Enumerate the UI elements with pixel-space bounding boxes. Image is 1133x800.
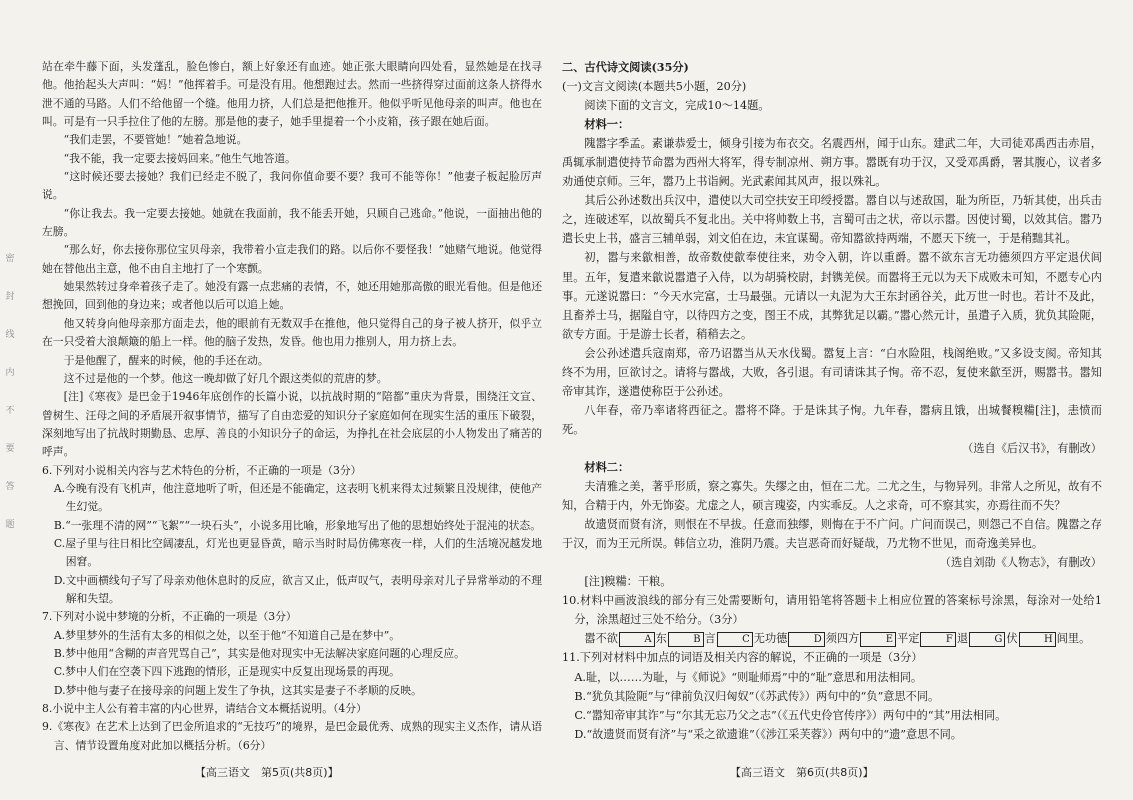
binding-char: 密 [5,254,15,264]
binding-char: 内 [5,368,15,378]
question-7-option-d[interactable]: D.梦中他与妻子在接母亲的问题上发生了争执，这其实是妻子不孝顺的反映。 [53,683,422,697]
sentence-segment: 无功德 [753,632,788,646]
sentence-segment: 言 [704,632,716,646]
question-7-option-b[interactable]: B.梦中他用“含糊的声音咒骂自己”，其实是他对现实中无法解决家庭问题的心理反应。 [53,647,465,660]
page-footer-right: 【高三语文 第6页(共8页)】 [730,766,874,779]
material-1-paragraph: 八年春，帝乃率诸将西征之。嚣将不降。于是诛其子恂。九年春，嚣病且饿，出城餐糗糒[注]，恚愤而死。 [562,403,1102,436]
question-9: 9.《寒夜》在艺术上达到了巴金所追求的“无技巧”的境界，是巴金最优秀、成熟的现实主义杰作，请从语言、情节设置角度对此加以概括分析。（6分） [42,720,542,752]
question-10-stem: 10.材料中画波浪线的部分有三处需要断句，请用铅笔将答题卡上相应位置的答案标号涂黑，每涂对一处给1分，涂黑超过三处不给分。（3分） [562,594,1102,627]
glossary-note: [注]糗糒：干粮。 [584,575,672,589]
binding-char: 要 [5,444,15,454]
page-footer-left: 【高三语文 第5页(共8页)】 [195,766,339,779]
answer-box-f[interactable]: F [920,632,955,647]
story-paragraph: 于是他醒了，醒来的时候，他的手还在动。 [63,353,269,367]
question-11-option-d[interactable]: D.“故遗贤而贤有济”与“采之欲遗谁”（《涉江采芙蓉》）两句中的“遗”意思不同。 [574,727,962,741]
material-2-paragraph: 夫清雅之美，著乎形质，察之寡失。失缪之由，恒在二尤。二尤之生，与物异列。非常人之所见，故有不知，合精于内，外无饰姿。尤虚之人，硕言瑰姿，内实乖反。人之求奇，可不察其实，亦焉往而不失？ [562,480,1102,513]
story-note: [注]《寒夜》是巴金于1946年底创作的长篇小说，以抗战时期的“陪都”重庆为背景，围绕汪文宣、曾树生、汪母之间的矛盾展开叙事情节，描写了自由恋爱的知识分子家庭如何在现实生活的重压下破裂，深刻地写出了抗战时期勤恳、忠厚、善良的小知识分子的命运，为挣扎在社会底层的小人物发出了痛苦的呼声。 [42,390,542,459]
answer-box-g[interactable]: G [969,632,1005,647]
question-11-option-c[interactable]: C.“嚣知帝审其诈”与“尔其无忘乃父之志”（《五代史伶官传序》）两句中的“其”用法相同。 [574,708,1007,722]
question-6-option-b[interactable]: B.“一张理不清的网”“飞絮”“一块石头”，小说多用比喻，形象地写出了他的思想始终处于混沌的状态。 [53,518,542,532]
question-7-option-c[interactable]: C.梦中人们在空袭下四下逃跑的情形，正是现实中反复出现场景的再现。 [53,665,400,679]
sentence-segment: 平定 [897,632,920,646]
material-1-paragraph: 初，嚣与来歙相善，故帝数使歙奉使往来，劝令入朝，许以重爵。嚣不欲东言无功德须四方平定退伏闾里。五年，复遣来歙说嚣遣子入侍，以为胡骑校尉，封镌羌侯。而嚣将王元以为天下成败未可知，不愿专心内事。元遂说嚣曰：“今天水完富，士马最强。元请以一丸泥为大王东封函谷关，此万世一时也。若计不及此，且畜养士马，据隘自守，以待四方之变，图王不成，其弊犹足以霸。”嚣心然元计，虽遣子入质，犹负其险阨，欲专方面。于是游士长者，稍稍去之。 [562,251,1102,341]
answer-box-c[interactable]: C [717,632,753,647]
left-page [42,58,542,755]
material-2-paragraph: 故遗贤而贤有济，则恨在不早拔。任意而独缪，则悔在于不广问。广问而误己，则怨己不自信。隗嚣之存于汉，而为王元所误。韩信立功，淮阴乃震。夫岂恶奇而好疑哉，乃尤物不世见，而奇逸美异也。 [562,518,1102,551]
material-1-paragraph: 会公孙述遣兵寇南郑，帝乃诏嚣当从天水伐蜀。嚣复上言：“白水险阻，栈阁绝败。”又多设支阂。帝知其终不为用，叵欲讨之。请将与嚣战，大败，各引退。有司请诛其子恂。帝不忍，复使来歙至汧，赐嚣书。嚣知帝审其诈，遂遣使称臣于公孙述。 [562,346,1102,398]
material-1-paragraph: 隗嚣字季孟。素谦恭爱士，倾身引接为布衣交。名震西州，闻于山东。建武二年，大司徒邓禹西击赤眉，禹辄承制遣使持节命嚣为西州大将军，得专制凉州、朔方事。嚣既有功于汉，又受邓禹爵，署其腹心，议者多劝通使京师。三年，嚣乃上书诣阙。光武素闻其风声，报以殊礼。 [562,137,1102,189]
story-paragraph: “我不能，我一定要去接妈回来。”他生气地答道。 [63,151,296,165]
sentence-segment: 闾里。 [1056,632,1091,646]
sentence-segment: 伏 [1006,632,1018,646]
answer-box-e[interactable]: E [860,632,896,647]
question-6-option-a[interactable]: A.今晚有没有飞机声，他注意地听了听，但还是不能确定，这表明飞机来得太过频繁且没规律，使他产生幻觉。 [53,481,542,514]
material-2-title: 材料二： [584,459,630,474]
question-11-option-b[interactable]: B.“犹负其险阨”与“律前负汉归匈奴”（《苏武传》）两句中的“负”意思不同。 [574,689,940,703]
sentence-segment: 须四方 [825,632,860,646]
answer-box-h[interactable]: H [1019,632,1056,647]
question-7-stem: 7.下列对小说中梦境的分析，不正确的一项是（3分） [42,610,297,624]
story-paragraph: 站在牵牛藤下面，头发蓬乱，脸色惨白，额上好象还有血迹。她正张大眼睛向四处看，显然她是在找寻他。他抬起头大声叫：“妈！”他挥着手。可是没有用。他想跑过去。然而一些挤得穿过面前这条人挤得水泄不通的马路。人们不给他留一个缝。他用力挤，人们总是把他推开。他似乎听见他母亲的叫声。他也在叫。可是有一只手拉住了他的左膀。那是他的妻子，她手里提着一个小皮箱，孩子跟在她后面。 [42,60,542,129]
story-paragraph: 他又转身向他母亲那方面走去，他的眼前有无数双手在推他，他只觉得自己的身子被人挤开，似乎立在一只受着大浪颠簸的船上一样。他的脑子发热，发昏。他也用力推别人，用力挤上去。 [42,316,542,349]
story-paragraph: 她果然转过身牵着孩子走了。她没有露一点悲痛的表情，不，她还用她那高傲的眼光看他。但是他还想挽回，回到他的身边来；或者他以后可以追上她。 [42,280,542,312]
story-paragraph: 这不过是他的一个梦。他这一晚却做了好几个跟这类似的荒唐的梦。 [63,371,388,385]
right-page [562,58,1102,744]
question-11-option-a[interactable]: A.耻，以……为耻，与《师说》“则耻师焉”中的“耻”意思和用法相同。 [574,670,923,684]
binding-char: 线 [5,330,15,340]
binding-char: 封 [5,292,15,302]
binding-char: 答 [5,482,15,492]
question-6-stem: 6.下列对小说相关内容与艺术特色的分析，不正确的一项是（3分） [42,463,362,477]
material-1-title: 材料一： [584,117,630,132]
sentence-segment: 退 [956,632,969,646]
section-title: 二、古代诗文阅读(35分) [562,60,689,74]
question-6-option-d[interactable]: D.文中画横线句子写了母亲劝他休息时的反应，欲言又止，低声叹气，表明母亲对儿子异常举动的不理解和失望。 [53,573,542,605]
material-1-source: （选自《后汉书》，有删改） [962,441,1102,455]
question-6-option-c[interactable]: C.屋子里与往日相比空阔凄乱，灯光也更显昏黄，暗示当时时局仿佛寒夜一样，人们的生活境况越发地困窘。 [53,536,542,569]
subsection-title: (一)文言文阅读(本题共5小题，20分) [562,80,747,94]
binding-char: 不 [5,406,15,416]
question-11-stem: 11.下列对材料中加点的词语及相关内容的解说，不正确的一项是（3分） [562,651,923,665]
binding-char: 题 [5,520,15,530]
reading-instruction: 阅读下面的文言文，完成10～14题。 [584,99,770,113]
material-2-source: （选自刘劭《人物志》，有删改） [939,556,1102,570]
story-paragraph: “你让我去。我一定要去接她。她就在我面前，我不能丢开她，只顾自己逃命。”他说，一面抽出他的左膀。 [42,206,542,239]
question-8: 8.小说中主人公有着丰富的内心世界，请结合文本概括说明。（4分） [42,702,367,716]
question-10-sentence [562,629,1102,648]
answer-box-d[interactable]: D [788,632,824,647]
story-paragraph: “这时候还要去接她？我们已经走不脱了，我问你值命要不要？我可不能等你！”他妻子板起脸厉声说。 [42,170,542,202]
story-paragraph: “我们走罢，不要管她！”她着急地说。 [63,133,248,147]
answer-box-b[interactable]: B [668,632,704,647]
sentence-segment: 东 [655,632,667,646]
sentence-segment: 嚣不欲 [584,632,618,646]
story-paragraph: “那么好，你去接你那位宝贝母亲，我带着小宣走我们的路。以后你不要怪我！”她赌气地说。他觉得她在替他出主意，他不由自主地打了一个寒颤。 [42,243,542,275]
material-1-paragraph: 其后公孙述数出兵汉中，遣使以大司空扶安王印绶授嚣。嚣自以与述敌国，耻为所臣，乃斩其使，出兵击之，连破述军，以故蜀兵不复北出。关中将帅数上书，言蜀可击之状，帝以示嚣。因使讨蜀，以效其信。嚣乃遣长史上书，盛言三辅单弱，刘文伯在边，未宜谋蜀。帝知嚣欲持两端，不愿天下统一，于是稍黜其礼。 [562,194,1102,246]
question-7-option-a[interactable]: A.梦里梦外的生活有太多的相似之处，以至于他“不知道自己是在梦中”。 [53,628,401,642]
binding-margin [2,240,18,544]
answer-box-a[interactable]: A [619,632,655,647]
